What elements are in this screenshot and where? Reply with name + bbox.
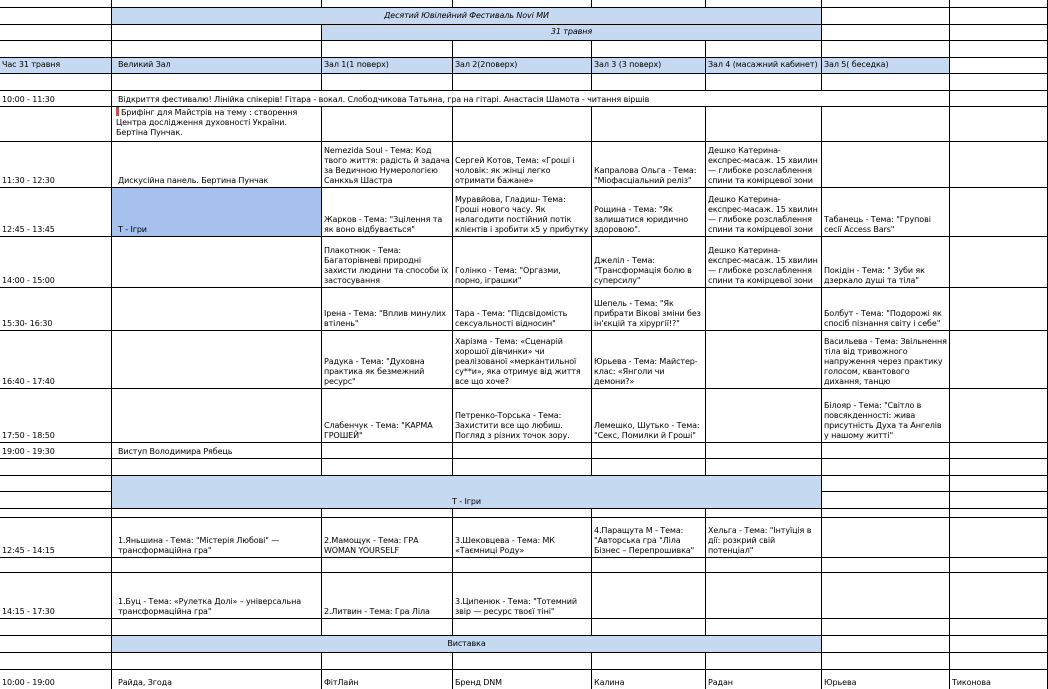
header-hall2[interactable]: Зал 2(2поверх) [453,58,592,74]
header-hall-main[interactable]: Великий Зал [112,58,322,74]
cell[interactable] [0,619,112,636]
cell[interactable] [706,619,822,636]
cell[interactable] [453,619,592,636]
cell[interactable] [950,619,1048,636]
vendor-cell[interactable]: Бренд DNM [453,670,592,689]
cell[interactable] [0,653,112,670]
cell[interactable] [322,509,453,518]
cell[interactable] [322,653,453,670]
time-cell[interactable]: 12:45 - 14:15 [0,518,112,558]
cell[interactable] [0,74,112,91]
session-cell[interactable] [112,389,322,443]
session-cell[interactable]: Т - Ігри [112,188,322,237]
session-cell[interactable]: Дешко Катерина- експрес-масаж. 15 хвилин — глибоке розслаблення спини та комірцевої зони [706,142,822,188]
session-cell[interactable]: Дешко Катерина- експрес-масаж. 15 хвилин — глибоке розслаблення спини та комірцевої зони [706,237,822,288]
game-cell[interactable]: 2.Мамощук - Тема: ГРА WOMAN YOURSELF [322,518,453,558]
time-cell[interactable]: 10:00 - 11:30 [0,91,112,107]
cell[interactable] [950,459,1048,476]
game-cell[interactable]: Хельга - Тема: "Інтуїція в дії: розкрий свій потенціал" [706,518,822,558]
session-cell[interactable]: Виступ Володимира Рябець [112,443,322,459]
cell[interactable] [592,107,706,142]
session-cell[interactable]: Шепель - Тема: "Як прибрати Вікові зміни без ін'єкцій та хірургії!?" [592,288,706,331]
briefing-cell[interactable] [112,107,322,142]
vendor-cell[interactable]: Калина [592,670,706,689]
session-cell[interactable]: Білояр - Тема: "Світло в повсякденності: жива присутність Духа та Ангелів у нашому житті" [822,389,950,443]
cell[interactable] [950,518,1048,558]
cell[interactable] [950,237,1048,288]
cell[interactable] [950,41,1048,58]
cell[interactable] [950,492,1048,509]
cell[interactable] [322,619,453,636]
cell[interactable] [112,0,322,8]
session-cell[interactable]: Ірена - Тема: "Вплив минулих втілень" [322,288,453,331]
cell[interactable] [112,653,322,670]
session-cell[interactable]: Джеліл - Тема: "Трансформація болю в суперсилу" [592,237,706,288]
cell[interactable] [950,288,1048,331]
cell[interactable] [592,619,706,636]
session-cell[interactable]: Болбут - Тема: "Подорожі як спосіб пізнання світу і себе" [822,288,950,331]
cell[interactable] [706,509,822,518]
cell[interactable] [950,107,1048,142]
tgames-header[interactable]: Т - Ігри [112,476,822,509]
cell[interactable] [112,509,322,518]
cell[interactable] [950,636,1048,653]
cell[interactable] [822,107,950,142]
cell[interactable] [0,636,112,653]
vendor-cell[interactable]: ФітЛайн [322,670,453,689]
cell[interactable] [322,107,453,142]
cell[interactable] [112,41,322,58]
session-cell[interactable] [822,142,950,188]
cell[interactable] [950,389,1048,443]
cell[interactable] [592,443,706,459]
cell[interactable] [0,558,112,573]
cell[interactable] [453,0,592,8]
cell[interactable] [112,74,322,91]
session-cell[interactable]: Капралова Ольга - Тема: "Міофасціальний реліз" [592,142,706,188]
cell[interactable] [950,573,1048,619]
vendor-cell[interactable]: Юрьева [822,670,950,689]
cell[interactable] [453,459,592,476]
cell[interactable] [822,509,950,518]
cell[interactable] [950,188,1048,237]
cell[interactable] [706,107,822,142]
session-cell[interactable]: Тара - Тема: "Підсвідомість сексуальності відносин" [453,288,592,331]
cell[interactable] [706,653,822,670]
session-cell[interactable]: Рощина - Тема: "Як залишатися юридично здоровою". [592,188,706,237]
header-hall4[interactable]: Зал 4 (масажний кабинет) [706,58,822,74]
session-cell[interactable]: Дешко Катерина- експрес-масаж. 15 хвилин — глибоке розслаблення спини та комірцевої зони [706,188,822,237]
cell[interactable] [592,0,706,8]
cell[interactable] [706,558,822,573]
cell[interactable] [592,41,706,58]
session-cell[interactable]: Лемешко, Шутько - Тема: "Секс, Помилки й Гроші" [592,389,706,443]
cell[interactable] [706,41,822,58]
vendor-cell[interactable]: Тиконова [950,670,1048,689]
session-cell[interactable] [112,288,322,331]
cell[interactable] [453,558,592,573]
cell[interactable] [453,41,592,58]
cell[interactable] [0,492,112,509]
cell[interactable] [112,619,322,636]
briefing-text: Брифінг для Майстрів на тему : створення Центра дослідження духовності України. Бертіна Пунчак. [116,108,298,137]
cell[interactable] [950,8,1048,25]
cell[interactable] [453,74,592,91]
game-cell[interactable]: 3.Ципенюк - Тема: "Тотемний звір — ресурс твоєї тіні" [453,573,592,619]
time-cell[interactable]: 15:30- 16:30 [0,288,112,331]
cell[interactable] [322,0,453,8]
cell[interactable] [950,476,1048,492]
cell[interactable] [453,509,592,518]
session-cell[interactable]: Голінко - Тема: "Оргазми, порно, іграшки" [453,237,592,288]
cell[interactable] [950,58,1048,74]
time-cell[interactable]: 14:00 - 15:00 [0,237,112,288]
cell[interactable] [950,443,1048,459]
header-hall5[interactable]: Зал 5( беседка) [822,58,950,74]
game-cell[interactable]: 2.Литвин - Тема: Гра Ліла [322,573,453,619]
cell[interactable] [706,443,822,459]
opening-cell[interactable]: Відкриття фестивалю! Лінійка спікерів! Гітара - вокал. Слободчикова Татьяна, гра на гітарі. Анастасія Шамота - читання віршів [112,91,950,107]
cell[interactable] [706,459,822,476]
game-cell[interactable]: 1.Буц - Тема: «Рулетка Долі» – універсальна трансформаційна гра" [112,573,322,619]
time-cell[interactable]: 14:15 - 17:30 [0,573,112,619]
cell[interactable] [950,509,1048,518]
session-cell[interactable]: Юрьева - Тема: Майстер-клас: «Янголи чи демони?» [592,331,706,389]
cell[interactable] [592,653,706,670]
session-cell[interactable]: Покідін - Тема: " Зуби як дзеркало душі та тіла" [822,237,950,288]
cell[interactable] [822,443,950,459]
vendor-cell[interactable]: Радан [706,670,822,689]
cell[interactable] [950,74,1048,91]
session-cell[interactable] [706,288,822,331]
cell[interactable] [822,492,950,509]
cell[interactable] [950,331,1048,389]
time-cell[interactable]: 10:00 - 19:00 [0,670,112,689]
cell[interactable] [822,518,950,558]
cell[interactable] [453,107,592,142]
cell[interactable] [822,25,950,41]
session-cell[interactable]: Васильева - Тема: Звільнення тіла від тривожного напруження через практику голосом, квантового дихання, танцю [822,331,950,389]
cell[interactable] [0,0,112,8]
time-cell[interactable]: 16:40 - 17:40 [0,331,112,389]
cell[interactable] [950,653,1048,670]
cell[interactable] [950,142,1048,188]
exhibition-header[interactable]: Виставка [112,636,822,653]
session-cell[interactable]: Харізма - Тема: «Сценарій хорошої дівчинки» чи реалізованої «меркантильної су**и», яка отримує від життя все що хоче? [453,331,592,389]
time-cell[interactable]: 12:45 - 13:45 [0,188,112,237]
session-cell[interactable]: Муравйова, Гладиш- Тема: Гроші нового часу. Як налагодити постійний потік клієнтів і зробити х5 у прибутку [453,188,592,237]
cell[interactable] [950,558,1048,573]
session-cell[interactable]: Радука - Тема: "Духовна практика як безмежний ресурс" [322,331,453,389]
cell[interactable] [950,25,1048,41]
cell[interactable] [0,107,112,142]
vendor-cell[interactable]: Райда, Згода [112,670,322,689]
cell[interactable] [592,74,706,91]
session-cell[interactable] [706,331,822,389]
cell[interactable] [0,25,112,41]
session-cell[interactable]: Плакотнюк - Тема: Багаторівневі природні захисти людини та способи їх застосування [322,237,453,288]
game-cell[interactable]: 3.Шековцева - Тема: МК «Таємниці Роду» [453,518,592,558]
cell[interactable] [950,0,1048,8]
game-cell[interactable]: 1.Яньшина - Тема: "Містерія Любові" — трансформаційна гра" [112,518,322,558]
day-label[interactable]: 31 травня [322,25,822,41]
cell[interactable] [592,459,706,476]
cell[interactable] [822,573,950,619]
cell[interactable] [822,619,950,636]
cell[interactable] [322,41,453,58]
header-hall1[interactable]: Зал 1(1 поверх) [322,58,453,74]
time-cell[interactable]: 19:00 - 19:30 [0,443,112,459]
cell[interactable] [706,74,822,91]
session-cell[interactable]: Дискусійна панель. Бертина Пунчак [112,142,322,188]
header-time[interactable]: Час 31 травня [0,58,112,74]
session-cell[interactable] [706,389,822,443]
cell[interactable] [822,41,950,58]
cell[interactable] [822,653,950,670]
cell[interactable] [0,8,112,25]
festival-title[interactable]: Десятий Ювілейний Фестиваль Novi МИ [112,8,822,25]
cell[interactable] [322,459,453,476]
session-cell[interactable]: Табанець - Тема: "Групові сесії Access Bars" [822,188,950,237]
time-cell[interactable]: 17:50 - 18:50 [0,389,112,443]
cell[interactable] [592,558,706,573]
cell[interactable] [0,41,112,58]
cell[interactable] [322,443,453,459]
cell[interactable] [0,476,112,492]
session-cell[interactable]: Петренко-Торська - Тема: Захистити все що любиш. Погляд з різних точок зору. [453,389,592,443]
cell[interactable] [822,8,950,25]
session-cell[interactable]: Жарков - Тема: "Зцілення та як воно відбувається" [322,188,453,237]
cell[interactable] [453,653,592,670]
game-cell[interactable]: 4.Паращута М - Тема: "Авторська гра "Ліла Бізнес – Перепрошивка" [592,518,706,558]
cell[interactable] [592,573,706,619]
cell[interactable] [0,459,112,476]
cell[interactable] [822,476,950,492]
cell[interactable] [822,558,950,573]
cell[interactable] [592,509,706,518]
cell[interactable] [112,459,322,476]
comment-marker [116,107,119,116]
cell[interactable] [950,91,1048,107]
cell[interactable] [706,573,822,619]
cell[interactable] [322,74,453,91]
cell[interactable] [822,636,950,653]
cell[interactable] [706,0,822,8]
cell[interactable] [112,558,322,573]
cell[interactable] [453,443,592,459]
session-cell[interactable] [112,331,322,389]
cell[interactable] [822,74,950,91]
header-hall3[interactable]: Зал 3 (3 поверх) [592,58,706,74]
cell[interactable] [322,558,453,573]
cell[interactable] [0,509,112,518]
time-cell[interactable]: 11:30 - 12:30 [0,142,112,188]
session-cell[interactable]: Nemezida Soul - Тема: Код твого життя: радість й задача за Ведичною Нумерологією Санкхья Шастра [322,142,453,188]
session-cell[interactable]: Сергей Котов, Тема: «Гроші і чоловік: як жінці легко отримати бажане» [453,142,592,188]
session-cell[interactable] [112,237,322,288]
cell[interactable] [822,459,950,476]
cell[interactable] [112,25,322,41]
session-cell[interactable]: Слабенчук - Тема: "КАРМА ГРОШЕЙ" [322,389,453,443]
cell[interactable] [822,0,950,8]
